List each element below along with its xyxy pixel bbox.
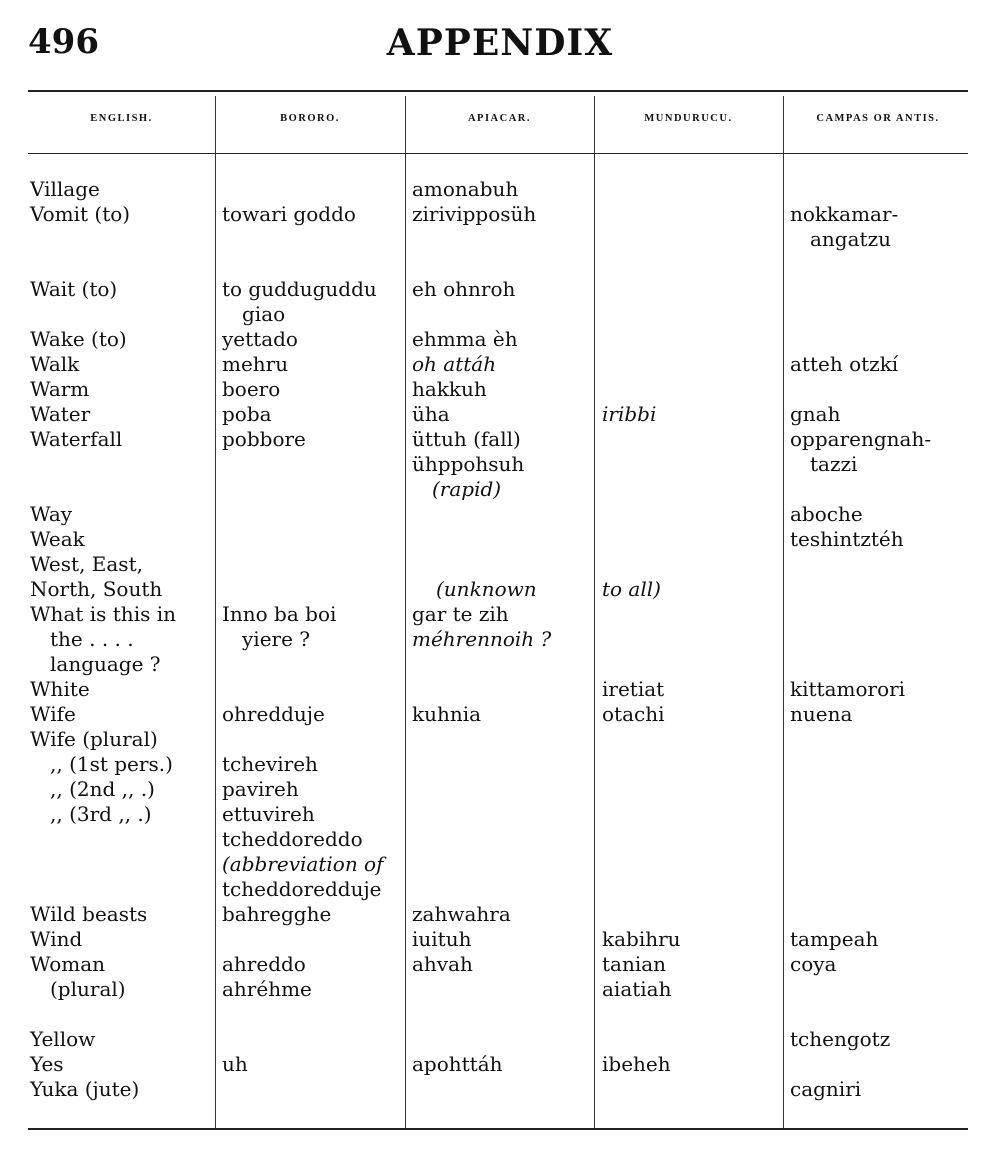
cell-line: North, South (30, 577, 163, 601)
cell-bororo (222, 777, 406, 802)
cell-english (30, 952, 214, 977)
cell-line: West, East, (30, 552, 143, 576)
cell-line: atteh otzkí (790, 352, 899, 376)
cell-line: yiere ? (242, 627, 311, 651)
table-row (0, 402, 1000, 427)
cell-line: üttuh (fall) (412, 427, 521, 451)
cell-bororo (222, 277, 406, 327)
cell-line: (rapid) (432, 477, 502, 501)
cell-line: Vomit (to) (30, 202, 131, 226)
table-row (0, 202, 1000, 277)
cell-bororo (222, 802, 406, 902)
cell-line: iretiat (602, 677, 665, 701)
table-row (0, 702, 1000, 727)
cell-line: (plural) (50, 977, 126, 1001)
cell-line: (unknown (436, 577, 537, 601)
cell-bororo (222, 952, 406, 977)
cell-english (30, 427, 214, 452)
cell-bororo (222, 602, 406, 652)
cell-line: yettado (222, 327, 298, 351)
table-row (0, 727, 1000, 752)
cell-english (30, 577, 214, 602)
cell-campas (790, 1027, 968, 1052)
table-row (0, 552, 1000, 577)
cell-line: teshintztéh (790, 527, 904, 551)
cell-line: ,, (3rd ,, .) (50, 802, 152, 826)
cell-apiacar (412, 702, 592, 727)
cell-english (30, 927, 214, 952)
cell-english (30, 777, 214, 802)
table-row (0, 927, 1000, 952)
cell-line: Wake (to) (30, 327, 127, 351)
cell-line: ahréhme (222, 977, 312, 1001)
cell-campas (790, 702, 968, 727)
table-row (0, 427, 1000, 502)
cell-line: tampeah (790, 927, 879, 951)
table-row (0, 602, 1000, 677)
cell-english (30, 402, 214, 427)
cell-line: Warm (30, 377, 90, 401)
cell-line: Way (30, 502, 73, 526)
cell-english (30, 977, 214, 1002)
cell-line: gar te zih (412, 602, 509, 626)
cell-line: ehmma èh (412, 327, 518, 351)
cell-line: Village (30, 177, 100, 201)
cell-campas (790, 1077, 968, 1102)
cell-apiacar (412, 377, 592, 402)
cell-line: poba (222, 402, 272, 426)
cell-bororo (222, 427, 406, 452)
cell-line: ahvah (412, 952, 473, 976)
cell-apiacar (412, 577, 592, 602)
cell-line: Weak (30, 527, 85, 551)
cell-english (30, 327, 214, 352)
cell-campas (790, 502, 968, 527)
header-campas: CAMPAS OR ANTIS. (816, 113, 940, 124)
cell-line: ohredduje (222, 702, 325, 726)
cell-line: ,, (2nd ,, .) (50, 777, 155, 801)
cell-bororo (222, 702, 406, 727)
cell-english (30, 677, 214, 702)
table-row (0, 577, 1000, 602)
cell-line: amonabuh (412, 177, 519, 201)
cell-bororo (222, 377, 406, 402)
cell-line: Inno ba boi (222, 602, 337, 626)
top-rule (28, 90, 968, 92)
cell-english (30, 602, 214, 677)
table-row (0, 1052, 1000, 1077)
cell-campas (790, 927, 968, 952)
cell-line: towari goddo (222, 202, 356, 226)
bottom-rule (28, 1128, 968, 1130)
cell-english (30, 902, 214, 927)
cell-line: kittamorori (790, 677, 906, 701)
table-row (0, 752, 1000, 777)
cell-line: White (30, 677, 90, 701)
cell-line: giao (242, 302, 286, 326)
cell-line: tanian (602, 952, 667, 976)
table-row (0, 902, 1000, 927)
cell-bororo (222, 402, 406, 427)
cell-mundurucu (602, 702, 782, 727)
cell-apiacar (412, 927, 592, 952)
cell-campas (790, 427, 968, 477)
cell-bororo (222, 1052, 406, 1077)
cell-line: apohttáh (412, 1052, 503, 1076)
cell-bororo (222, 327, 406, 352)
cell-line: ettuvireh (222, 802, 315, 826)
cell-line: eh ohnroh (412, 277, 516, 301)
cell-campas (790, 402, 968, 427)
header-mundurucu: MUNDURUCU. (644, 113, 733, 124)
cell-line: aboche (790, 502, 863, 526)
cell-mundurucu (602, 977, 782, 1002)
table-row (0, 352, 1000, 377)
cell-line: the . . . . (50, 627, 134, 651)
cell-line: üha (412, 402, 450, 426)
table-row (0, 327, 1000, 352)
table-row (0, 677, 1000, 702)
cell-line: (abbreviation of (222, 852, 384, 876)
cell-line: méhrennoih ? (412, 627, 552, 651)
cell-line: nuena (790, 702, 853, 726)
cell-line: tcheddoredduje (222, 877, 382, 901)
cell-line: bahregghe (222, 902, 332, 926)
cell-line: tcheddoreddo (222, 827, 363, 851)
cell-line: kabihru (602, 927, 681, 951)
cell-line: ahreddo (222, 952, 306, 976)
table-row (0, 177, 1000, 202)
cell-line: cagniri (790, 1077, 862, 1101)
cell-line: ,, (1st pers.) (50, 752, 173, 776)
cell-english (30, 202, 214, 227)
cell-line: ibeheh (602, 1052, 671, 1076)
cell-line: tchengotz (790, 1027, 891, 1051)
cell-line: zahwahra (412, 902, 511, 926)
cell-apiacar (412, 952, 592, 977)
table-row (0, 952, 1000, 977)
cell-english (30, 277, 214, 302)
table-row (0, 502, 1000, 527)
vocabulary-table (0, 177, 1000, 1102)
cell-english (30, 377, 214, 402)
cell-line: hakkuh (412, 377, 487, 401)
cell-bororo (222, 352, 406, 377)
table-row (0, 527, 1000, 552)
cell-apiacar (412, 327, 592, 352)
cell-mundurucu (602, 952, 782, 977)
cell-line: mehru (222, 352, 289, 376)
cell-bororo (222, 977, 406, 1002)
cell-english (30, 752, 214, 777)
cell-campas (790, 527, 968, 552)
cell-line: Walk (30, 352, 80, 376)
cell-line: Waterfall (30, 427, 123, 451)
cell-campas (790, 677, 968, 702)
cell-line: boero (222, 377, 281, 401)
cell-apiacar (412, 202, 592, 227)
table-row (0, 1027, 1000, 1052)
cell-line: language ? (50, 652, 161, 676)
cell-line: oh attáh (412, 352, 497, 376)
page-title: APPENDIX (386, 22, 614, 64)
cell-english (30, 552, 214, 577)
cell-apiacar (412, 177, 592, 202)
cell-line: What is this in (30, 602, 176, 626)
cell-line: Wife (plural) (30, 727, 158, 751)
cell-line: zirivipposüh (412, 202, 537, 226)
table-row (0, 802, 1000, 902)
cell-line: tchevireh (222, 752, 318, 776)
cell-line: Wait (to) (30, 277, 118, 301)
cell-line: coya (790, 952, 837, 976)
cell-line: Wind (30, 927, 83, 951)
cell-english (30, 802, 214, 827)
cell-english (30, 727, 214, 752)
cell-line: opparengnah- (790, 427, 932, 451)
cell-english (30, 1077, 214, 1102)
cell-line: gnah (790, 402, 841, 426)
cell-apiacar (412, 902, 592, 927)
cell-campas (790, 352, 968, 377)
cell-line: Yes (30, 1052, 64, 1076)
cell-line: pavireh (222, 777, 299, 801)
cell-line: Yellow (30, 1027, 96, 1051)
cell-line: otachi (602, 702, 665, 726)
cell-apiacar (412, 402, 592, 427)
cell-line: Wife (30, 702, 76, 726)
table-row (0, 277, 1000, 327)
cell-apiacar (412, 352, 592, 377)
cell-english (30, 352, 214, 377)
page-number: 496 (28, 22, 99, 62)
cell-campas (790, 202, 968, 252)
cell-line: ühppohsuh (412, 452, 525, 476)
table-row (0, 377, 1000, 402)
cell-line: to gudduguddu (222, 277, 377, 301)
cell-bororo (222, 202, 406, 227)
cell-line: pobbore (222, 427, 306, 451)
cell-mundurucu (602, 927, 782, 952)
cell-english (30, 702, 214, 727)
cell-english (30, 1027, 214, 1052)
cell-mundurucu (602, 677, 782, 702)
cell-english (30, 502, 214, 527)
cell-line: kuhnia (412, 702, 482, 726)
cell-line: iribbi (602, 402, 657, 426)
cell-line: Yuka (jute) (30, 1077, 140, 1101)
cell-line: nokkamar- (790, 202, 899, 226)
header-apiacar: APIACAR. (467, 113, 532, 124)
table-row (0, 977, 1000, 1027)
cell-apiacar (412, 427, 592, 502)
cell-bororo (222, 902, 406, 927)
cell-line: Woman (30, 952, 106, 976)
cell-mundurucu (602, 1052, 782, 1077)
cell-mundurucu (602, 577, 782, 602)
cell-line: angatzu (810, 227, 891, 251)
cell-line: Water (30, 402, 91, 426)
cell-english (30, 527, 214, 552)
cell-line: Wild beasts (30, 902, 148, 926)
table-row (0, 777, 1000, 802)
cell-apiacar (412, 277, 592, 302)
cell-english (30, 1052, 214, 1077)
table-row (0, 1077, 1000, 1102)
cell-line: iuituh (412, 927, 472, 951)
header-english: ENGLISH. (90, 113, 153, 124)
cell-bororo (222, 752, 406, 777)
cell-apiacar (412, 1052, 592, 1077)
cell-line: uh (222, 1052, 248, 1076)
header-bororo: BORORO. (280, 113, 340, 124)
cell-apiacar (412, 602, 592, 652)
header-rule (28, 153, 968, 154)
cell-line: tazzi (810, 452, 858, 476)
cell-mundurucu (602, 402, 782, 427)
cell-english (30, 177, 214, 202)
cell-line: to all) (602, 577, 661, 601)
cell-line: aiatiah (602, 977, 672, 1001)
cell-campas (790, 952, 968, 977)
